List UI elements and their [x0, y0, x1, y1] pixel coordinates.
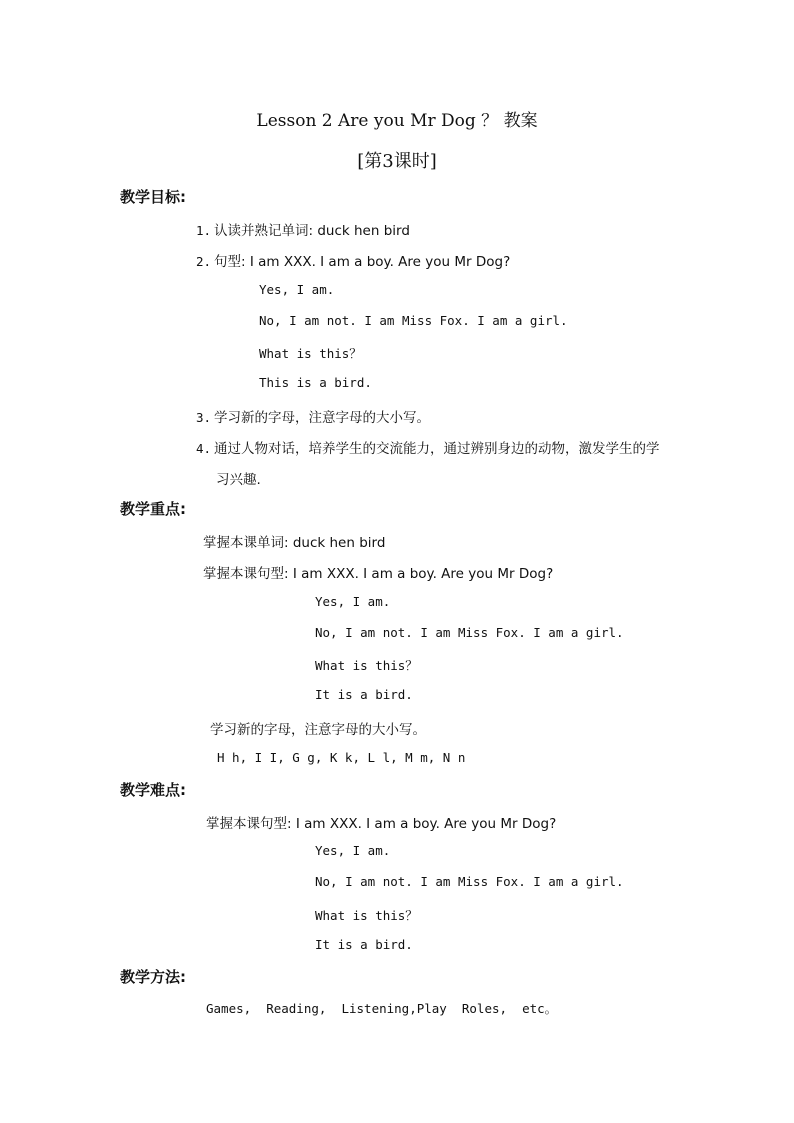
objective-number: 3. [196, 410, 212, 425]
objective-number: 1. [196, 223, 212, 238]
difficult-points-heading: 教学难点: [120, 781, 186, 799]
methods-heading: 教学方法: [120, 968, 186, 986]
objective-sentence: Yes, I am. [259, 282, 335, 297]
key-point-sentence: Yes, I am. [315, 594, 391, 609]
objective-text: 认读并熟记单词: duck hen bird [214, 223, 410, 239]
objective-sentence: No, I am not. I am Miss Fox. I am a girl. [259, 313, 568, 328]
difficult-point-sentence: It is a bird. [315, 937, 413, 952]
objective-item-3 [196, 406, 430, 426]
key-point-words [203, 531, 385, 551]
difficult-point-pattern [206, 812, 556, 832]
difficult-point-sentence: No, I am not. I am Miss Fox. I am a girl. [315, 874, 624, 889]
objective-text: 习兴趣. [216, 472, 261, 488]
objective-number: 4. [196, 441, 212, 456]
key-point-pattern [203, 562, 553, 582]
key-point-letters: H h, I I, G g, K k, L l, M m, N n [217, 750, 466, 765]
objective-text: 句型: I am XXX. I am a boy. Are you Mr Dog? [214, 254, 511, 270]
key-point-sentence: No, I am not. I am Miss Fox. I am a girl. [315, 625, 624, 640]
objectives-heading: 教学目标: [120, 188, 186, 206]
objective-item-4 [196, 437, 660, 457]
objective-item-2 [196, 250, 510, 270]
key-point-letters-note [210, 718, 426, 738]
key-points-heading: 教学重点: [120, 500, 186, 518]
objective-sentence: What is this？ [259, 346, 362, 361]
objective-number: 2. [196, 254, 212, 269]
difficult-point-sentence: Yes, I am. [315, 843, 391, 858]
key-point-text: 学习新的字母，注意字母的大小写。 [210, 722, 426, 738]
objective-continuation [216, 468, 261, 488]
key-point-sentence: What is this？ [315, 658, 418, 673]
objective-text: 学习新的字母，注意字母的大小写。 [214, 410, 430, 426]
lesson-period: [第3课时] [357, 151, 437, 172]
objective-sentence: This is a bird. [259, 375, 372, 390]
difficult-point-sentence: What is this？ [315, 908, 418, 923]
key-point-sentence: It is a bird. [315, 687, 413, 702]
difficult-point-text: 掌握本课句型: I am XXX. I am a boy. Are you Mr Dog? [206, 816, 557, 832]
key-point-text: 掌握本课句型: I am XXX. I am a boy. Are you Mr Dog? [203, 566, 554, 582]
objective-item-1 [196, 219, 410, 239]
document-title: Lesson 2 Are you Mr Dog ？ 教案 [256, 111, 538, 131]
objective-text: 通过人物对话，培养学生的交流能力，通过辨别身边的动物，激发学生的学 [214, 441, 660, 457]
methods-text: Games, Reading, Listening,Play Roles, etc。 [206, 1001, 558, 1016]
key-point-text: 掌握本课单词: duck hen bird [203, 535, 386, 551]
